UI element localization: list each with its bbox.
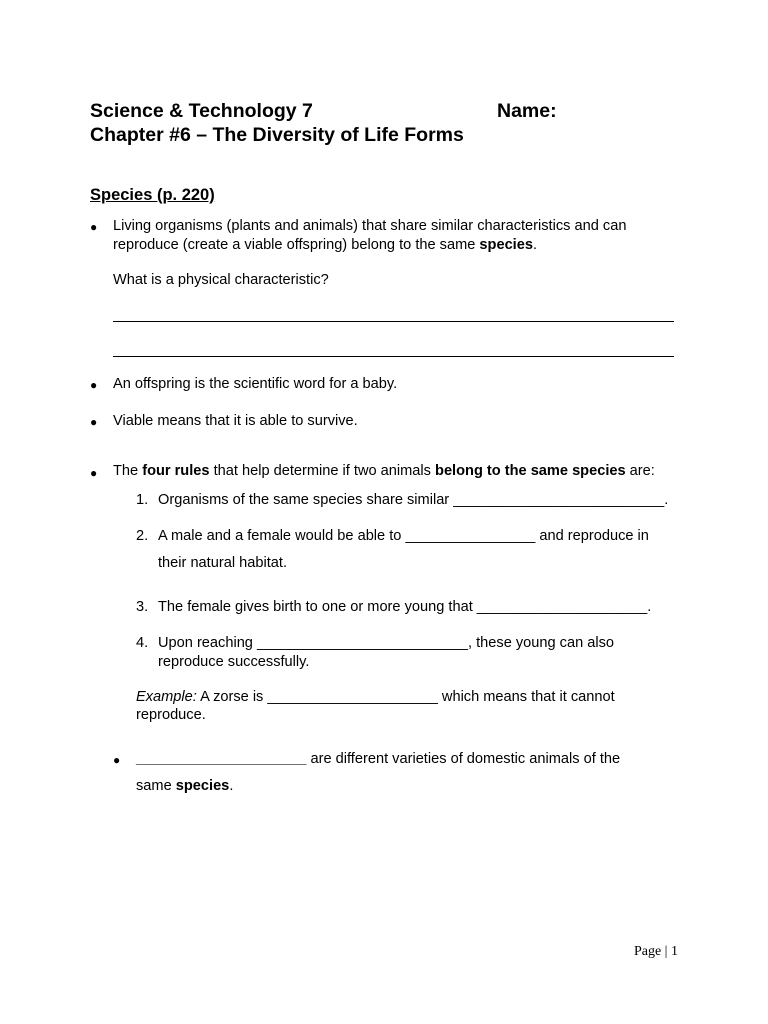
bullet5-text: are different varieties of domestic animals of the [306, 751, 621, 767]
bullet1-period: . [532, 237, 538, 253]
bullet1-line2-text: reproduce (create a viable offspring) belong to the same [113, 237, 480, 253]
example-line1 [136, 689, 615, 705]
bullet1-species-bold: species [479, 237, 533, 253]
bullet5-line1 [136, 751, 620, 767]
answer-line[interactable] [113, 356, 674, 357]
course-title: Science & Technology 7 [90, 100, 313, 122]
example-line2: reproduce. [136, 707, 206, 723]
bullet-icon: ● [113, 753, 121, 767]
section-title: Species (p. 220) [90, 186, 215, 204]
bullet4-pre: The [113, 463, 143, 479]
name-label: Name: [497, 100, 557, 122]
bullet4-mid: that help determine if two animals [209, 463, 436, 479]
bullet5-period: . [229, 778, 234, 794]
rule-text: Organisms of the same species share similar __________________________. [158, 492, 669, 508]
bullet4-bold-same-species: belong to the same species [435, 463, 626, 479]
rule-number: 1. [136, 492, 149, 508]
bullet-icon: ● [90, 378, 98, 392]
chapter-title: Chapter #6 – The Diversity of Life Forms [90, 124, 464, 146]
rule-number: 2. [136, 528, 149, 544]
bullet4-bold-four-rules: four rules [142, 463, 210, 479]
rule-text: A male and a female would be able to ________________ and reproduce in [158, 528, 649, 544]
rule-text: Upon reaching __________________________, these young can also [158, 635, 615, 651]
bullet4-text [113, 463, 655, 479]
rule-number: 3. [136, 599, 149, 615]
rule-text-continued: their natural habitat. [158, 555, 287, 571]
bullet5-line2-text: same [136, 778, 176, 794]
example-label: Example: [136, 689, 197, 705]
bullet5-line2 [136, 778, 233, 794]
bullet-icon: ● [90, 220, 98, 234]
bullet2-text: An offspring is the scientific word for a baby. [113, 376, 398, 392]
answer-line[interactable] [113, 321, 674, 322]
rule-text-continued: reproduce successfully. [158, 654, 310, 670]
bullet5-blank[interactable]: _____________________ [136, 751, 307, 767]
bullet-icon: ● [90, 466, 98, 480]
question-text: What is a physical characteristic? [113, 272, 329, 288]
bullet3-text: Viable means that it is able to survive. [113, 413, 358, 429]
rule-text: The female gives birth to one or more young that _____________________. [158, 599, 652, 615]
example-text: A zorse is _____________________ which means that it cannot [196, 689, 615, 705]
bullet1-line2 [113, 237, 537, 253]
bullet5-species-bold: species [175, 778, 230, 794]
page-number: Page | 1 [633, 944, 678, 959]
bullet1-line1: Living organisms (plants and animals) that share similar characteristics and can [113, 218, 627, 234]
rule-number: 4. [136, 635, 149, 651]
bullet-icon: ● [90, 415, 98, 429]
bullet4-post: are: [625, 463, 655, 479]
